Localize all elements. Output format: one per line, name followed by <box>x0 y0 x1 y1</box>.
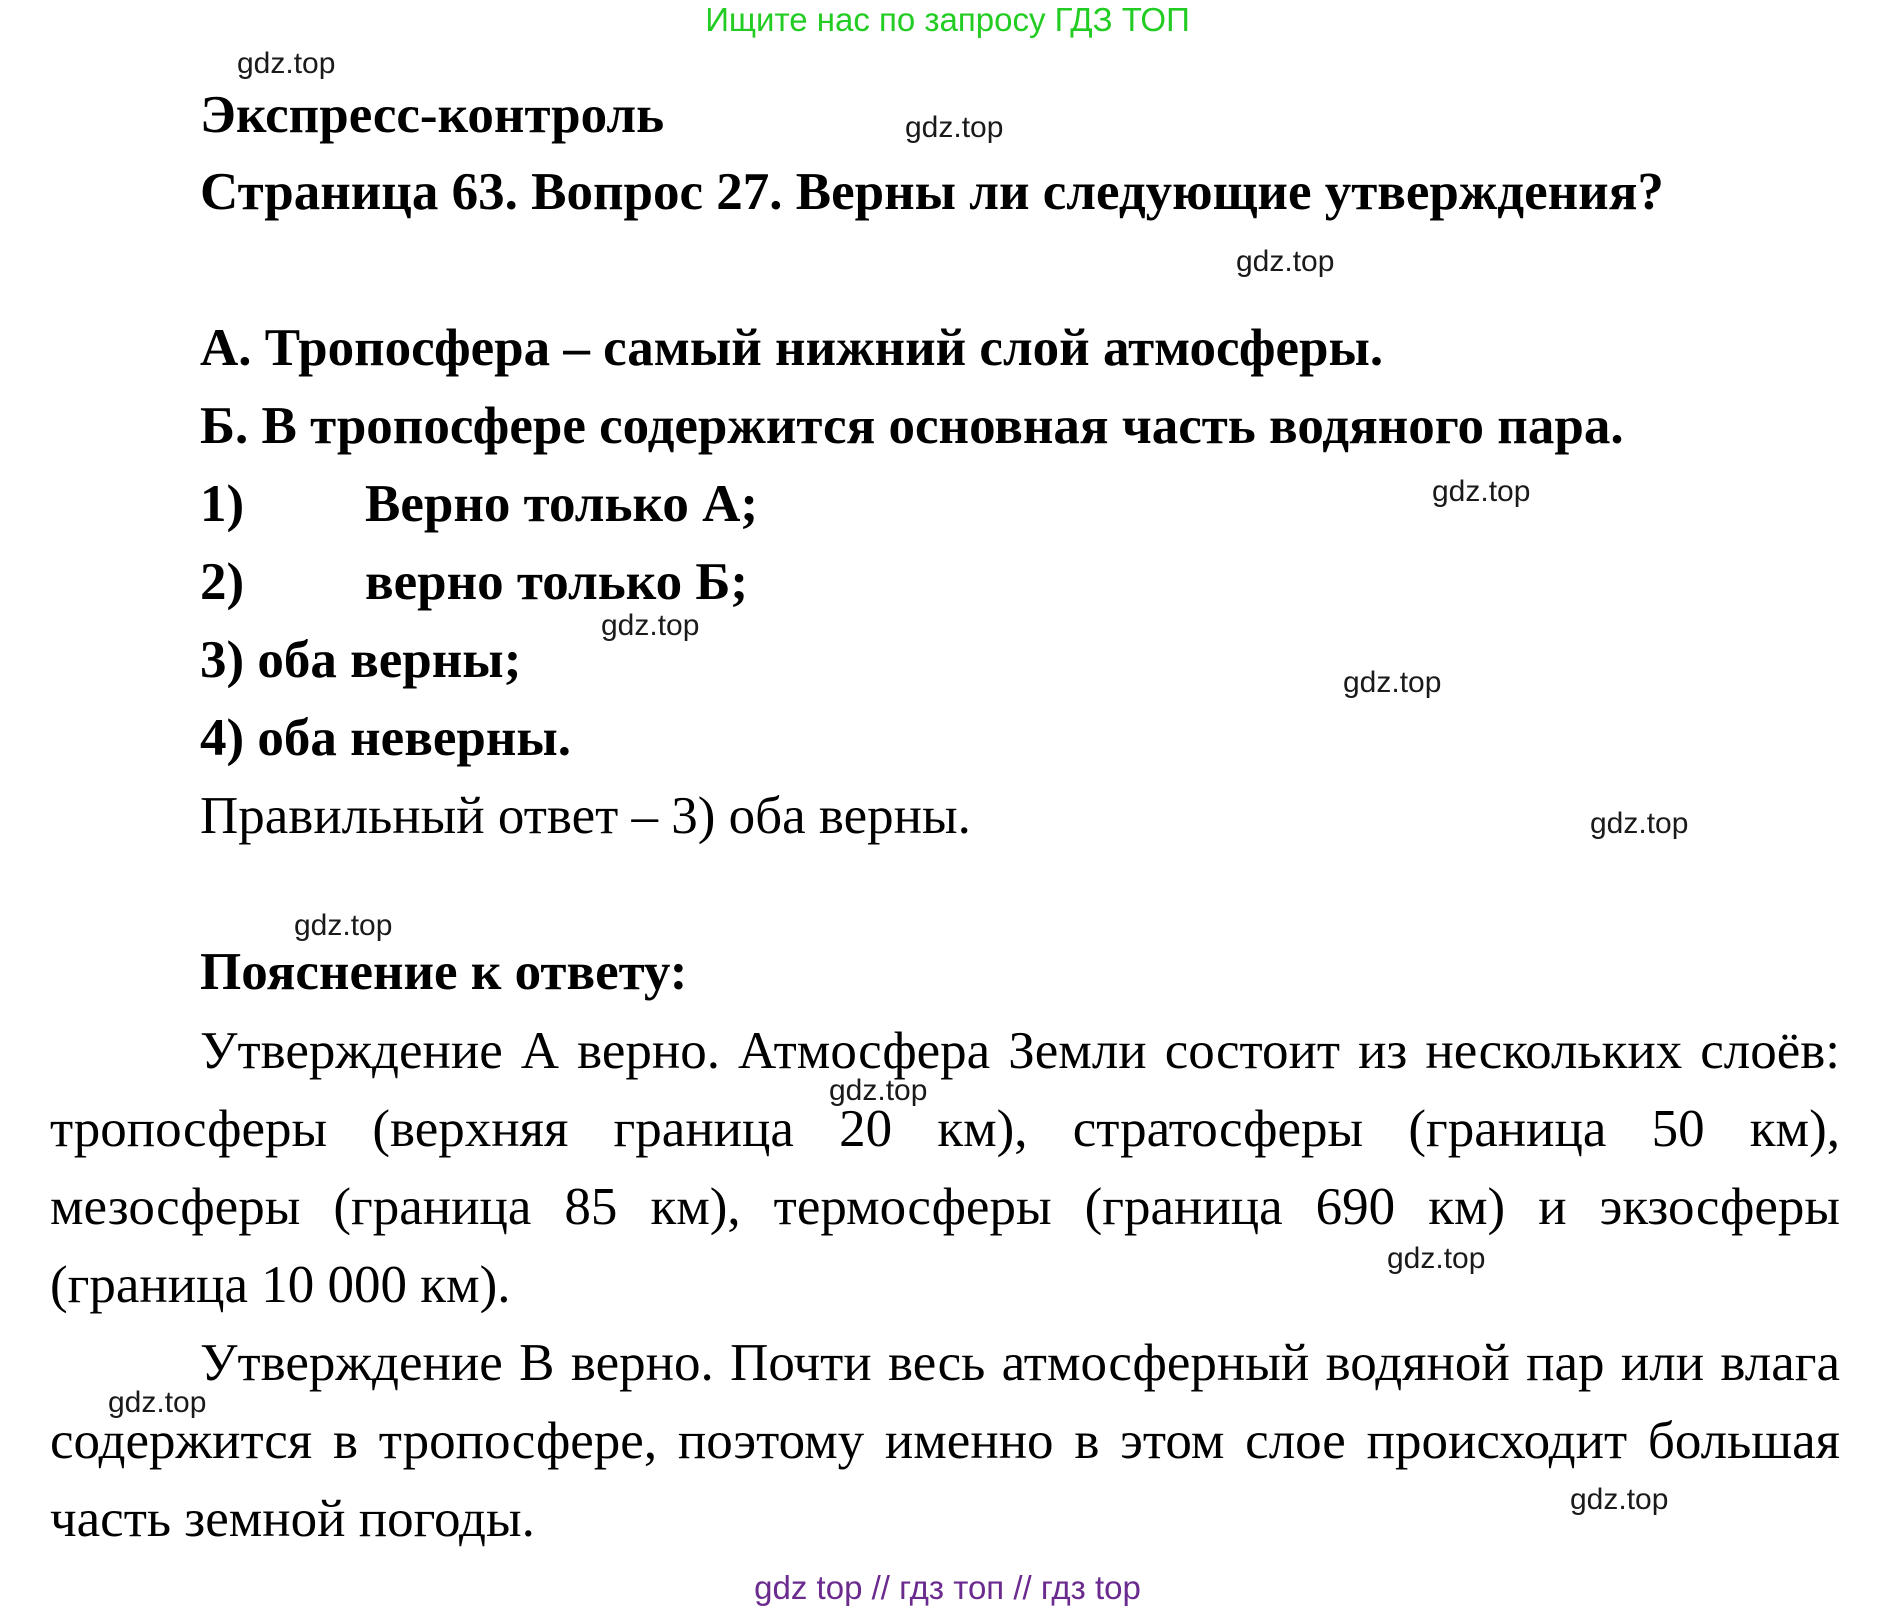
option-1 <box>200 472 758 536</box>
watermark: gdz.top <box>1570 1483 1669 1516</box>
watermark: gdz.top <box>1432 475 1531 508</box>
watermark: gdz.top <box>1343 666 1442 699</box>
option-2 <box>200 550 748 614</box>
question-text: Страница 63. Вопрос 27. Верны ли следующие утверждения? <box>200 163 1664 221</box>
option-4: 4) оба неверны. <box>200 709 571 767</box>
watermark: gdz.top <box>294 909 393 942</box>
watermark: gdz.top <box>905 111 1004 144</box>
correct-answer: Правильный ответ – 3) оба верны. <box>200 787 971 845</box>
watermark: gdz.top <box>1387 1242 1486 1275</box>
option-number: 1) <box>200 475 245 533</box>
watermark: gdz.top <box>237 47 336 80</box>
explanation-paragraph-2 <box>50 1324 1840 1558</box>
heading: Экспресс-контроль <box>200 86 665 144</box>
statement-b: Б. В тропосфере содержится основная часть водяного пара. <box>200 397 1624 455</box>
top-banner: Ищите нас по запросу ГДЗ ТОП <box>705 1 1190 38</box>
watermark: gdz.top <box>1236 245 1335 278</box>
footer-links: gdz top // гдз топ // гдз top <box>754 1569 1141 1606</box>
paragraph-text: Утверждение В верно. Почти весь атмосферный водяной пар или влага содержится в тропосфере, поэтому именно в этом слое происходит большая часть земной погоды. <box>50 1334 1840 1548</box>
explanation-title: Пояснение к ответу: <box>200 943 688 1001</box>
statement-a: А. Тропосфера – самый нижний слой атмосферы. <box>200 319 1384 377</box>
option-number: 2) <box>200 553 245 611</box>
watermark: gdz.top <box>108 1386 207 1419</box>
watermark: gdz.top <box>601 609 700 642</box>
watermark: gdz.top <box>1590 807 1689 840</box>
option-3: 3) оба верны; <box>200 631 522 689</box>
watermark: gdz.top <box>829 1074 928 1107</box>
paragraph-text: Утверждение А верно. Атмосфера Земли состоит из нескольких слоёв: тропосферы (верхняя граница 20 км), стратосферы (граница 50 км), мезосферы (граница 85 км), термосферы (граница 690 км) и экзосферы (граница 10 000 км). <box>50 1022 1840 1314</box>
explanation-paragraph-1 <box>50 1012 1840 1324</box>
question <box>50 153 1840 231</box>
option-text: верно только Б; <box>365 553 749 611</box>
option-text: Верно только А; <box>365 475 759 533</box>
